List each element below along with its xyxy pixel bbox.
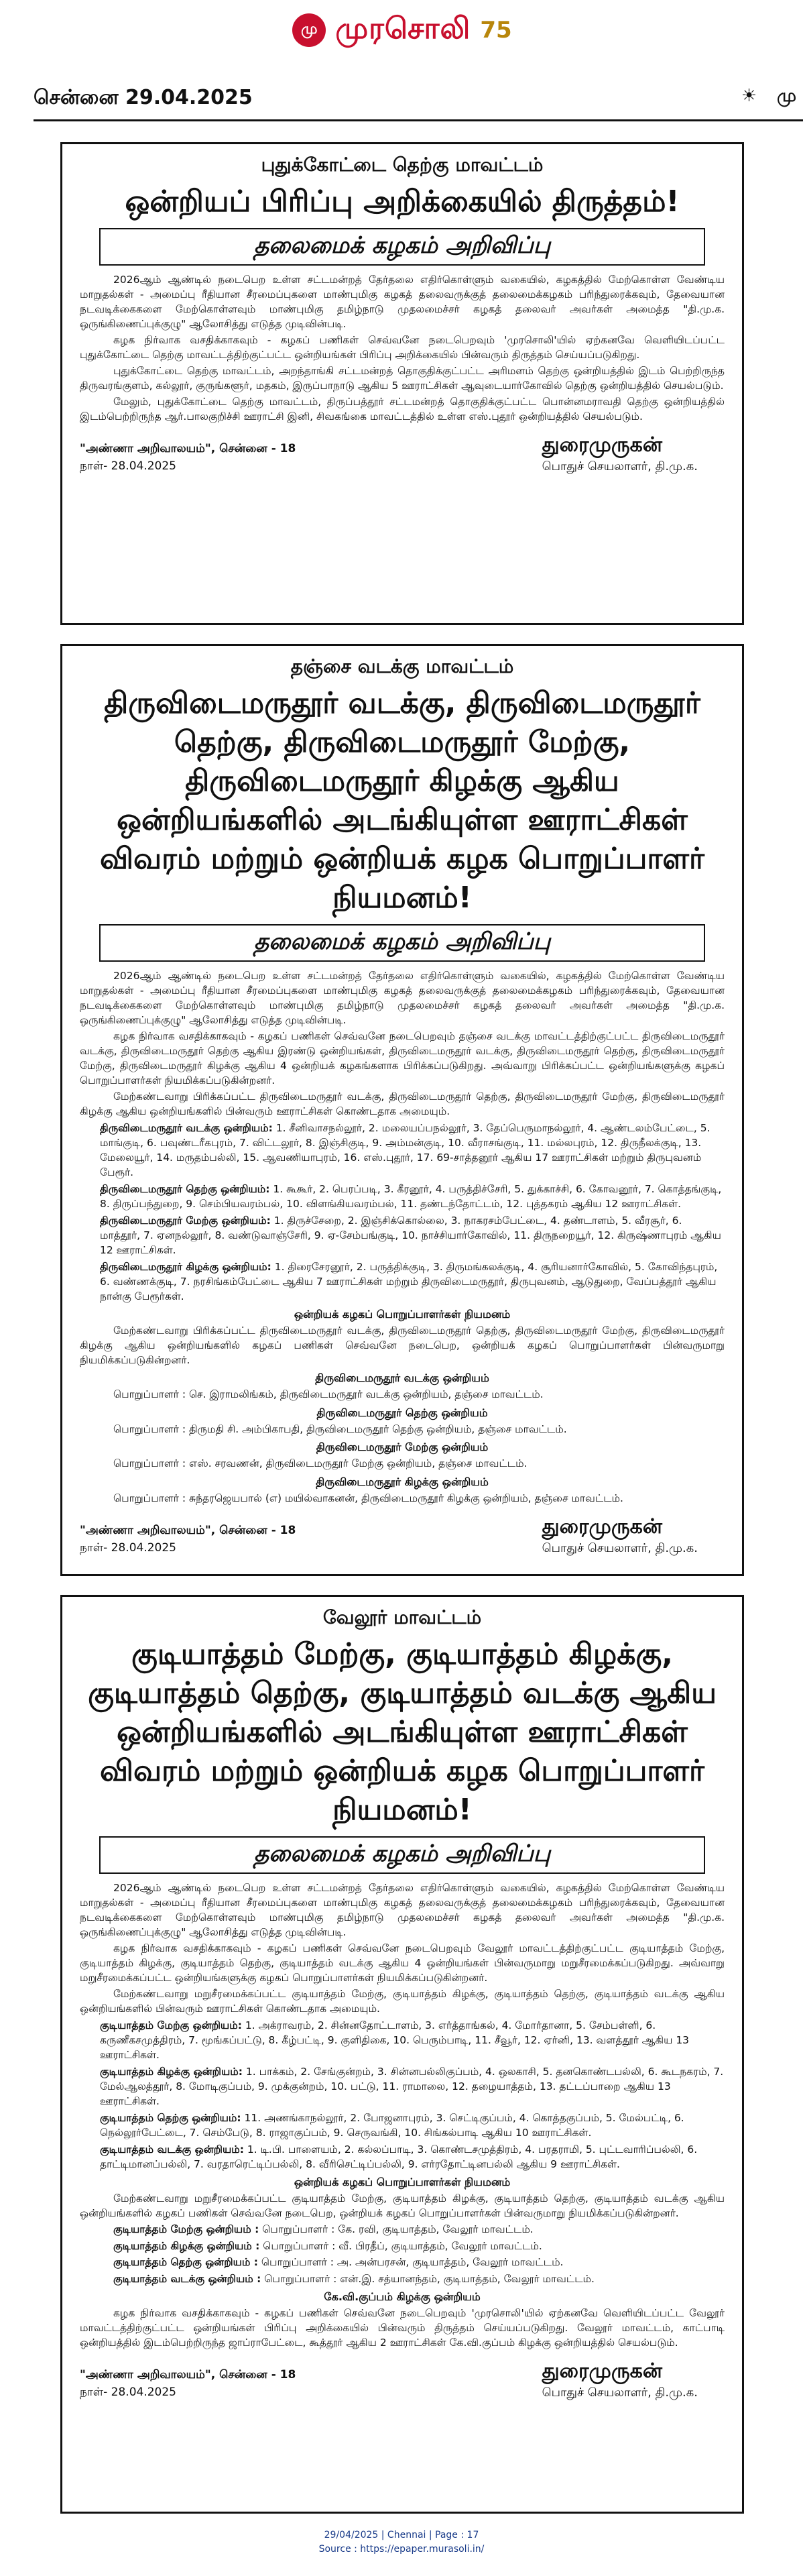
union-heading: திருவிடைமருதூர் கிழக்கு ஒன்றியம் bbox=[316, 1475, 489, 1488]
signatory-name: துரைமுருகன் bbox=[542, 1515, 662, 1539]
signature-block bbox=[80, 433, 725, 475]
newspaper-logo bbox=[248, 5, 556, 55]
district-title: தஞ்சை வடக்கு மாவட்டம் bbox=[290, 655, 514, 677]
paragraph: 2026ஆம் ஆண்டில் நடைபெற உள்ள சட்டமன்றத் தேர்தலை எதிர்கொள்ளும் வகையில், கழகத்தில் மேற்கொள்ள வேண்டிய மாறுதல்கள் - அமைப்பு ரீதியான சீரமைப்புகளை மாண்புமிகு கழகத் தலைவருக்குத் தலைமைக்கழகம் பரிந்துரைக்கவும், தேவையான நடவடிக்கைகளை மேற்கொள்ளவும் மாண்புமிகு தமிழ்நாடு முதலமைச்சர் கழகத் தலைவர் அவர்கள் அமைத்த "தி.மு.க. ஒருங்கிணைப்புக்குழு" ஆலோசித்து எடுத்த முடிவின்படி. bbox=[80, 970, 725, 1027]
union-villages: 1. திரைசேரனூர், 2. பருத்திக்குடி, 3. திருமங்கலக்குடி, 4. சூரியனார்கோவில், 5. கோவிந்தபுரம், 6. வண்ணக்குடி, 7. நரசிங்கம்பேட்டை ஆகிய 7 ஊராட்சிகள் மற்றும் திருவிடைமருதூர், திருபுவனம், ஆடுதுறை, வேப்பத்தூர் ஆகிய நான்கு பேரூர்கள். bbox=[100, 1261, 718, 1303]
appointment-row bbox=[113, 2255, 725, 2270]
signatory-title: பொதுச் செயலாளர், தி.மு.க. bbox=[542, 2386, 698, 2400]
appointment-row bbox=[113, 2222, 725, 2237]
appointment-row bbox=[113, 2239, 725, 2253]
union-label: குடியாத்தம் கிழக்கு ஒன்றியம் : bbox=[113, 2239, 260, 2252]
union-section bbox=[100, 1259, 725, 1304]
appointee: பொறுப்பாளர் : திருமதி சி. அம்பிகாபதி, திருவிடைமருதூர் தெற்கு ஒன்றியம், தஞ்சை மாவட்டம். bbox=[113, 1422, 567, 1435]
paragraph: புதுக்கோட்டை தெற்கு மாவட்டம், அறந்தாங்கி சட்டமன்றத் தொகுதிக்குட்பட்ட அரிமளம் தெற்கு ஒன்றியத்தில் இடம் பெற்றிருந்த திருவரங்குளம், கல்லூர், குருங்களூர், மதகம், இருப்பாநாடு ஆகிய 5 ஊராட்சிகள் ஆவுடையார்கோவில் தெற்கு ஒன்றியத்தில் செயல்படும். bbox=[80, 365, 725, 392]
hq-announcement-label: தலைமைக் கழகம் அறிவிப்பு bbox=[99, 228, 705, 266]
paragraph: மேற்கண்டவாறு பிரிக்கப்பட்ட திருவிடைமருதூர் வடக்கு, திருவிடைமருதூர் தெற்கு, திருவிடைமருதூர் மேற்கு, திருவிடைமருதூர் கிழக்கு ஆகிய ஒன்றியங்களில் பின்வரும் ஊராட்சிகள் கொண்டதாக அமையும். bbox=[80, 1090, 725, 1118]
union-label: திருவிடைமருதூர் வடக்கு ஒன்றியம்: bbox=[100, 1122, 273, 1135]
appointment-heading: ஒன்றியக் கழகப் பொறுப்பாளர்கள் நியமனம் bbox=[294, 2176, 511, 2189]
dateline: சென்னை 29.04.2025 bbox=[34, 86, 253, 109]
hq-announcement-label: தலைமைக் கழகம் அறிவிப்பு bbox=[99, 1836, 705, 1874]
office-address: "அண்ணா அறிவாலயம்", சென்னை - 18 bbox=[80, 2368, 296, 2382]
appointment-row bbox=[113, 2272, 725, 2286]
notice-pudukkottai bbox=[60, 142, 744, 625]
notice-headline: திருவிடைமருதூர் வடக்கு, திருவிடைமருதூர் தெற்கு, திருவிடைமருதூர் மேற்கு, திருவிடைமருதூர் கிழக்கு ஆகிய ஒன்றியங்களில் அடங்கியுள்ள ஊராட்சிகள் விவரம் மற்றும் ஒன்றியக் கழக பொறுப்பாளர் நியமனம்! bbox=[100, 686, 704, 915]
district-title: வேலூர் மாவட்டம் bbox=[322, 1606, 482, 1628]
union-villages: 1. திருச்சேறை, 2. இஞ்சிக்கொல்லை, 3. நாகரசம்பேட்டை, 4. தண்டாளம், 5. வீரசூர், 6. மாத்தூர், 7. ஏனநல்லூர், 8. வண்டுவாஞ்சேரி, 9. ஏ-சேம்பங்குடி, 10. நாச்சியார்கோவில், 11. திருநறையூர், 12. கிருஷ்ணாபுரம் ஆகிய 12 ஊராட்சிகள். bbox=[100, 1215, 721, 1257]
signature-block bbox=[80, 1515, 725, 1557]
paragraph: மேலும், புதுக்கோட்டை தெற்கு மாவட்டம், திருப்பத்தூர் சட்டமன்றத் தொகுதிக்குட்பட்ட பொன்னமராவதி தெற்கு ஒன்றியத்தில் இடம்பெற்றிருந்த ஆர்.பாலகுறிச்சி ஊராட்சி இனி, சிவகங்கை மாவட்டத்தில் உள்ள எஸ்.புதூர் ஒன்றியத்தில் செயல்படும். bbox=[80, 396, 725, 423]
union-section bbox=[100, 1182, 725, 1211]
union-label: திருவிடைமருதூர் தெற்கு ஒன்றியம்: bbox=[100, 1183, 270, 1196]
office-address: "அண்ணா அறிவாலயம்", சென்னை - 18 bbox=[80, 442, 296, 456]
union-section bbox=[100, 2111, 725, 2140]
union-heading: திருவிடைமருதூர் வடக்கு ஒன்றியம் bbox=[315, 1371, 489, 1385]
union-villages: 1. அக்ராவரம், 2. சின்னதோட்டாளம், 3. எர்த்தாங்கல், 4. மோர்தானா, 5. சேம்பள்ளி, 6. கருணீகசமுத்திரம், 7. மூங்கப்பட்டு, 8. கீழ்பட்டி, 9. குளிதிகை, 10. பெரும்பாடி, 11. சீவூர், 12. ஏர்னி, 13. வளத்தூர் ஆகிய 13 ஊராட்சிகள். bbox=[100, 2019, 690, 2062]
union-section bbox=[100, 2018, 725, 2062]
signatory-title: பொதுச் செயலாளர், தி.மு.க. bbox=[542, 459, 698, 474]
union-label: குடியாத்தம் மேற்கு ஒன்றியம் : bbox=[113, 2223, 259, 2236]
footer-date-page: 29/04/2025 | Chennai | Page : 17 bbox=[324, 2530, 479, 2540]
union-label: திருவிடைமருதூர் கிழக்கு ஒன்றியம்: bbox=[100, 1261, 271, 1274]
appointee: பொறுப்பாளர் : கே. ரவி, குடியாத்தம், வேலூர் மாவட்டம். bbox=[262, 2223, 534, 2236]
union-heading: திருவிடைமருதூர் தெற்கு ஒன்றியம் bbox=[316, 1406, 488, 1419]
top-icons bbox=[741, 86, 796, 108]
sun-icon: ☀ bbox=[741, 86, 757, 106]
appointee: பொறுப்பாளர் : அ. அன்பரசன், குடியாத்தம், வேலூர் மாவட்டம். bbox=[261, 2256, 564, 2269]
union-label: குடியாத்தம் வடக்கு ஒன்றியம் : bbox=[113, 2272, 261, 2285]
amendment-heading: கே.வி.குப்பம் கிழக்கு ஒன்றியம் bbox=[324, 2290, 481, 2304]
appointee: பொறுப்பாளர் : சுந்தரஜெயபால் (எ) மயில்வாகனன், திருவிடைமருதூர் கிழக்கு ஒன்றியம், தஞ்சை மாவட்டம். bbox=[113, 1492, 623, 1504]
paragraph: 2026ஆம் ஆண்டில் நடைபெற உள்ள சட்டமன்றத் தேர்தலை எதிர்கொள்ளும் வகையில், கழகத்தில் மேற்கொள்ள வேண்டிய மாறுதல்கள் - அமைப்பு ரீதியான சீரமைப்புகளை மாண்புமிகு கழகத் தலைவருக்குத் தலைமைக்கழகம் பரிந்துரைக்கவும், தேவையான நடவடிக்கைகளை மேற்கொள்ளவும் மாண்புமிகு தமிழ்நாடு முதலமைச்சர் கழகத் தலைவர் அவர்கள் அமைத்த "தி.மு.க. ஒருங்கிணைப்புக்குழு" ஆலோசித்து எடுத்த முடிவின்படி. bbox=[80, 274, 725, 331]
signatory-name: துரைமுருகன் bbox=[542, 2359, 662, 2384]
paragraph: கழக நிர்வாக வசதிக்காகவும் - கழகப் பணிகள் செவ்வனே நடைபெறவும் தஞ்சை வடக்கு மாவட்டத்திற்குட்பட்ட திருவிடைமருதூர் வடக்கு, திருவிடைமருதூர் தெற்கு ஆகிய இரண்டு ஒன்றியங்கள், திருவிடைமருதூர் வடக்கு, திருவிடைமருதூர் தெற்கு, திருவிடைமருதூர் மேற்கு, திருவிடைமருதூர் கிழக்கு ஆகிய 4 ஒன்றியக் கழகங்களாக பிரிக்கப்படுகிறது. அவ்வாறு பிரிக்கப்பட்ட ஒன்றியங்களுக்கு கழகப் பொறுப்பாளர்கள் நியமிக்கப்படுகின்றனர். bbox=[80, 1030, 725, 1087]
union-label: திருவிடைமருதூர் மேற்கு ஒன்றியம்: bbox=[100, 1215, 271, 1227]
paragraph: மேற்கண்டவாறு பிரிக்கப்பட்ட திருவிடைமருதூர் வடக்கு, திருவிடைமருதூர் தெற்கு, திருவிடைமருதூர் மேற்கு, திருவிடைமருதூர் கிழக்கு ஆகிய ஒன்றியங்களில் கழகப் பணிகள் செவ்வனே நடைபெற, ஒன்றியக் கழகப் பொறுப்பாளர்கள் பின்வருமாறு நியமிக்கப்படுகின்றனர். bbox=[80, 1325, 725, 1367]
appointee: பொறுப்பாளர் : எஸ். சரவணன், திருவிடைமருதூர் மேற்கு ஒன்றியம், தஞ்சை மாவட்டம். bbox=[113, 1457, 528, 1470]
union-section bbox=[100, 2142, 725, 2172]
office-address: "அண்ணா அறிவாலயம்", சென்னை - 18 bbox=[80, 1524, 296, 1538]
signatory-title: பொதுச் செயலாளர், தி.மு.க. bbox=[542, 1541, 698, 1556]
masthead bbox=[0, 0, 803, 60]
footer-source-link[interactable]: Source : https://epaper.murasoli.in/ bbox=[318, 2544, 485, 2555]
union-villages: 1. சீனிவாசநல்லூர், 2. மலையப்பநல்லூர், 3. தேப்பெருமாநல்லூர், 4. ஆண்டலம்பேட்டை, 5. மாங்குடி, 6. பவுண்டரீகபுரம், 7. விட்டலூர், 8. இஞ்சிகுடி, 9. அம்மன்குடி, 10. வீராசங்குடி, 11. மல்லபுரம், 12. திருநீலக்குடி, 13. மேலையூர், 14. மருதம்பல்லி, 15. ஆவணியாபுரம், 16. எஸ்.புதூர், 17. 69-சாத்தனூர் ஆகிய 17 ஊராட்சிகள் மற்றும் திருபுவனம் பேரூர். bbox=[100, 1122, 711, 1179]
page-footer bbox=[0, 2528, 803, 2557]
appointee: பொறுப்பாளர் : என்.இ. சத்யானந்தம், குடியாத்தம், வேலூர் மாவட்டம். bbox=[264, 2272, 595, 2285]
union-villages: 1. பாக்கம், 2. சேங்குன்றம், 3. சின்னபல்லிகுப்பம், 4. ஒலகாசி, 5. தனகொண்டபல்லி, 6. கூடநகரம், 7. மேல்ஆலத்தூர், 8. மோடிகுப்பம், 9. முக்குன்றம், 10. பட்டு, 11. ராமாலை, 12. தழையாத்தம், 13. தட்டப்பாறை ஆகிய 13 ஊராட்சிகள். bbox=[100, 2066, 724, 2108]
union-villages: 1. கூகூர், 2. பெரப்படி, 3. கீரனூர், 4. பருத்திச்சேரி, 5. துக்காச்சி, 6. கோவனூர், 7. கொத்தங்குடி, 8. திருப்பந்துறை, 9. செம்பியவரம்பல், 10. விளங்கியவரம்பல், 11. தண்டந்தோட்டம், 12. புத்தகரம் ஆகிய 12 ஊராட்சிகள். bbox=[100, 1183, 722, 1211]
union-label: குடியாத்தம் வடக்கு ஒன்றியம்: bbox=[100, 2143, 244, 2156]
notice-date: நாள்- 28.04.2025 bbox=[80, 2385, 177, 2399]
hq-announcement-label: தலைமைக் கழகம் அறிவிப்பு bbox=[99, 924, 705, 962]
paragraph: மேற்கண்டவாறு மறுசீரமைக்கப்பட்ட குடியாத்தம் மேற்கு, குடியாத்தம் கிழக்கு, குடியாத்தம் தெற்கு, குடியாத்தம் வடக்கு ஆகிய ஒன்றியங்களில் பின்வரும் ஊராட்சிகள் கொண்டதாக அமையும். bbox=[80, 1988, 725, 2015]
paragraph: கழக நிர்வாக வசதிக்காகவும் - கழகப் பணிகள் செவ்வனே நடைபெறவும் வேலூர் மாவட்டத்திற்குட்பட்ட குடியாத்தம் மேற்கு, குடியாத்தம் கிழக்கு, குடியாத்தம் தெற்கு, குடியாத்தம் வடக்கு ஆகிய 4 ஒன்றியங்கள் பின்வருமாறு மறுசீரமைக்கப்படுகிறது. அவ்வாறு மறுசீரமைக்கப்பட்ட ஒன்றியங்களுக்கு கழகப் பொறுப்பாளர்கள் நியமிக்கப்படுகின்றனர். bbox=[80, 1942, 725, 1984]
paragraph: மேற்கண்டவாறு மறுசீரமைக்கப்பட்ட குடியாத்தம் மேற்கு, குடியாத்தம் கிழக்கு, குடியாத்தம் தெற்கு, குடியாத்தம் வடக்கு ஆகிய ஒன்றியங்களில் கழகப் பணிகள் செவ்வனே நடைபெற, ஒன்றியக் கழகப் பொறுப்பாளர்கள் பின்வருமாறு நியமிக்கப்படுகின்றனர். bbox=[80, 2192, 725, 2220]
union-villages: 11. அணங்காநல்லூர், 2. போஜனாபுரம், 3. செட்டிகுப்பம், 4. கொத்தகுப்பம், 5. மேல்பட்டி, 6. நெல்லூர்பேட்டை, 7. செம்பேடு, 8. ராஜாகுப்பம், 9. செருவங்கி, 10. சிங்கல்பாடி ஆகிய 10 ஊராட்சிகள். bbox=[100, 2112, 684, 2139]
union-section bbox=[100, 2064, 725, 2109]
signature-block bbox=[80, 2359, 725, 2401]
emblem-icon: மு bbox=[292, 13, 326, 47]
notice-date: நாள்- 28.04.2025 bbox=[80, 1541, 177, 1555]
appointment-heading: ஒன்றியக் கழகப் பொறுப்பாளர்கள் நியமனம் bbox=[294, 1308, 511, 1321]
union-villages: 1. டி.பி. பாளையம், 2. கல்லப்பாடி, 3. கொண்டசமுத்திரம், 4. பரதராமி, 5. புட்டவாரிப்பல்லி, 6. தாட்டிமானப்பல்லி, 7. வரதாரெட்டிப்பல்லி, 8. வீரிசெட்டிப்பல்லி, 9. எர்ரதோட்டினபல்லி ஆகிய 9 ஊராட்சிகள். bbox=[100, 2143, 698, 2171]
union-section bbox=[100, 1213, 725, 1257]
union-label: குடியாத்தம் தெற்கு ஒன்றியம்: bbox=[100, 2112, 241, 2125]
newspaper-name: முரசொலி bbox=[335, 11, 471, 46]
anniversary-badge: 75 bbox=[480, 17, 512, 44]
union-label: குடியாத்தம் கிழக்கு ஒன்றியம்: bbox=[100, 2066, 243, 2078]
district-title: புதுக்கோட்டை தெற்கு மாவட்டம் bbox=[261, 154, 544, 176]
paragraph: கழக நிர்வாக வசதிக்காகவும் - கழகப் பணிகள் செவ்வனே நடைபெறவும் 'முரசொலி'யில் ஏற்கனவே வெளியிடப்பட்ட புதுக்கோட்டை தெற்கு மாவட்டத்திற்குட்பட்ட ஒன்றியங்கள் பிரிப்பு அறிக்கையில் பின்வரும் திருத்தம் செய்யப்படுகிறது. bbox=[80, 334, 725, 361]
signatory-name: துரைமுருகன் bbox=[542, 433, 662, 457]
notice-vellore bbox=[60, 1595, 744, 2514]
union-heading: திருவிடைமருதூர் மேற்கு ஒன்றியம் bbox=[316, 1441, 489, 1454]
notice-date: நாள்- 28.04.2025 bbox=[80, 459, 177, 473]
notice-headline: குடியாத்தம் மேற்கு, குடியாத்தம் கிழக்கு, குடியாத்தம் தெற்கு, குடியாத்தம் வடக்கு ஆகிய ஒன்றியங்களில் அடங்கியுள்ள ஊராட்சிகள் விவரம் மற்றும் ஒன்றியக் கழக பொறுப்பாளர் நியமனம்! bbox=[88, 1637, 717, 1828]
paragraph: 2026ஆம் ஆண்டில் நடைபெற உள்ள சட்டமன்றத் தேர்தலை எதிர்கொள்ளும் வகையில், கழகத்தில் மேற்கொள்ள வேண்டிய மாறுதல்கள் - அமைப்பு ரீதியான சீரமைப்புகளை மாண்புமிகு கழகத் தலைவருக்குத் தலைமைக்கழகம் பரிந்துரைக்கவும், தேவையான நடவடிக்கைகளை மேற்கொள்ளவும் மாண்புமிகு தமிழ்நாடு முதலமைச்சர் கழகத் தலைவர் அவர்கள் அமைத்த "தி.மு.க. ஒருங்கிணைப்புக்குழு" ஆலோசித்து எடுத்த முடிவின்படி. bbox=[80, 1882, 725, 1939]
notice-thanjavur-north bbox=[60, 644, 744, 1576]
page-mark: மு bbox=[777, 86, 796, 106]
appointee: பொறுப்பாளர் : செ. இராமலிங்கம், திருவிடைமருதூர் வடக்கு ஒன்றியம், தஞ்சை மாவட்டம். bbox=[113, 1388, 544, 1401]
union-label: குடியாத்தம் மேற்கு ஒன்றியம்: bbox=[100, 2019, 242, 2032]
appointee: பொறுப்பாளர் : வீ. பிரதீப், குடியாத்தம், வேலூர் மாவட்டம். bbox=[263, 2239, 542, 2252]
header-rule bbox=[34, 119, 803, 121]
union-label: குடியாத்தம் தெற்கு ஒன்றியம் : bbox=[113, 2256, 258, 2269]
notice-headline: ஒன்றியப் பிரிப்பு அறிக்கையில் திருத்தம்! bbox=[125, 184, 680, 219]
union-section bbox=[100, 1121, 725, 1180]
paragraph: கழக நிர்வாக வசதிக்காகவும் - கழகப் பணிகள் செவ்வனே நடைபெறவும் 'முரசொலி'யில் ஏற்கனவே வெளியிடப்பட்ட வேலூர் மாவட்டத்திற்குட்பட்ட ஒன்றியங்கள் பிரிப்பு அறிக்கையில் பின்வரும் திருத்தம் செய்யப்படுகிறது. வேலூர் மாவட்டம், காட்பாடி ஒன்றியத்தில் இடம்பெற்றிருந்த ஜாப்ராபேட்டை, கூத்தூர் ஆகிய 2 ஊராட்சிகள் கே.வி.குப்பம் கிழக்கு ஒன்றியத்தில் செயல்படும். bbox=[80, 2307, 725, 2349]
